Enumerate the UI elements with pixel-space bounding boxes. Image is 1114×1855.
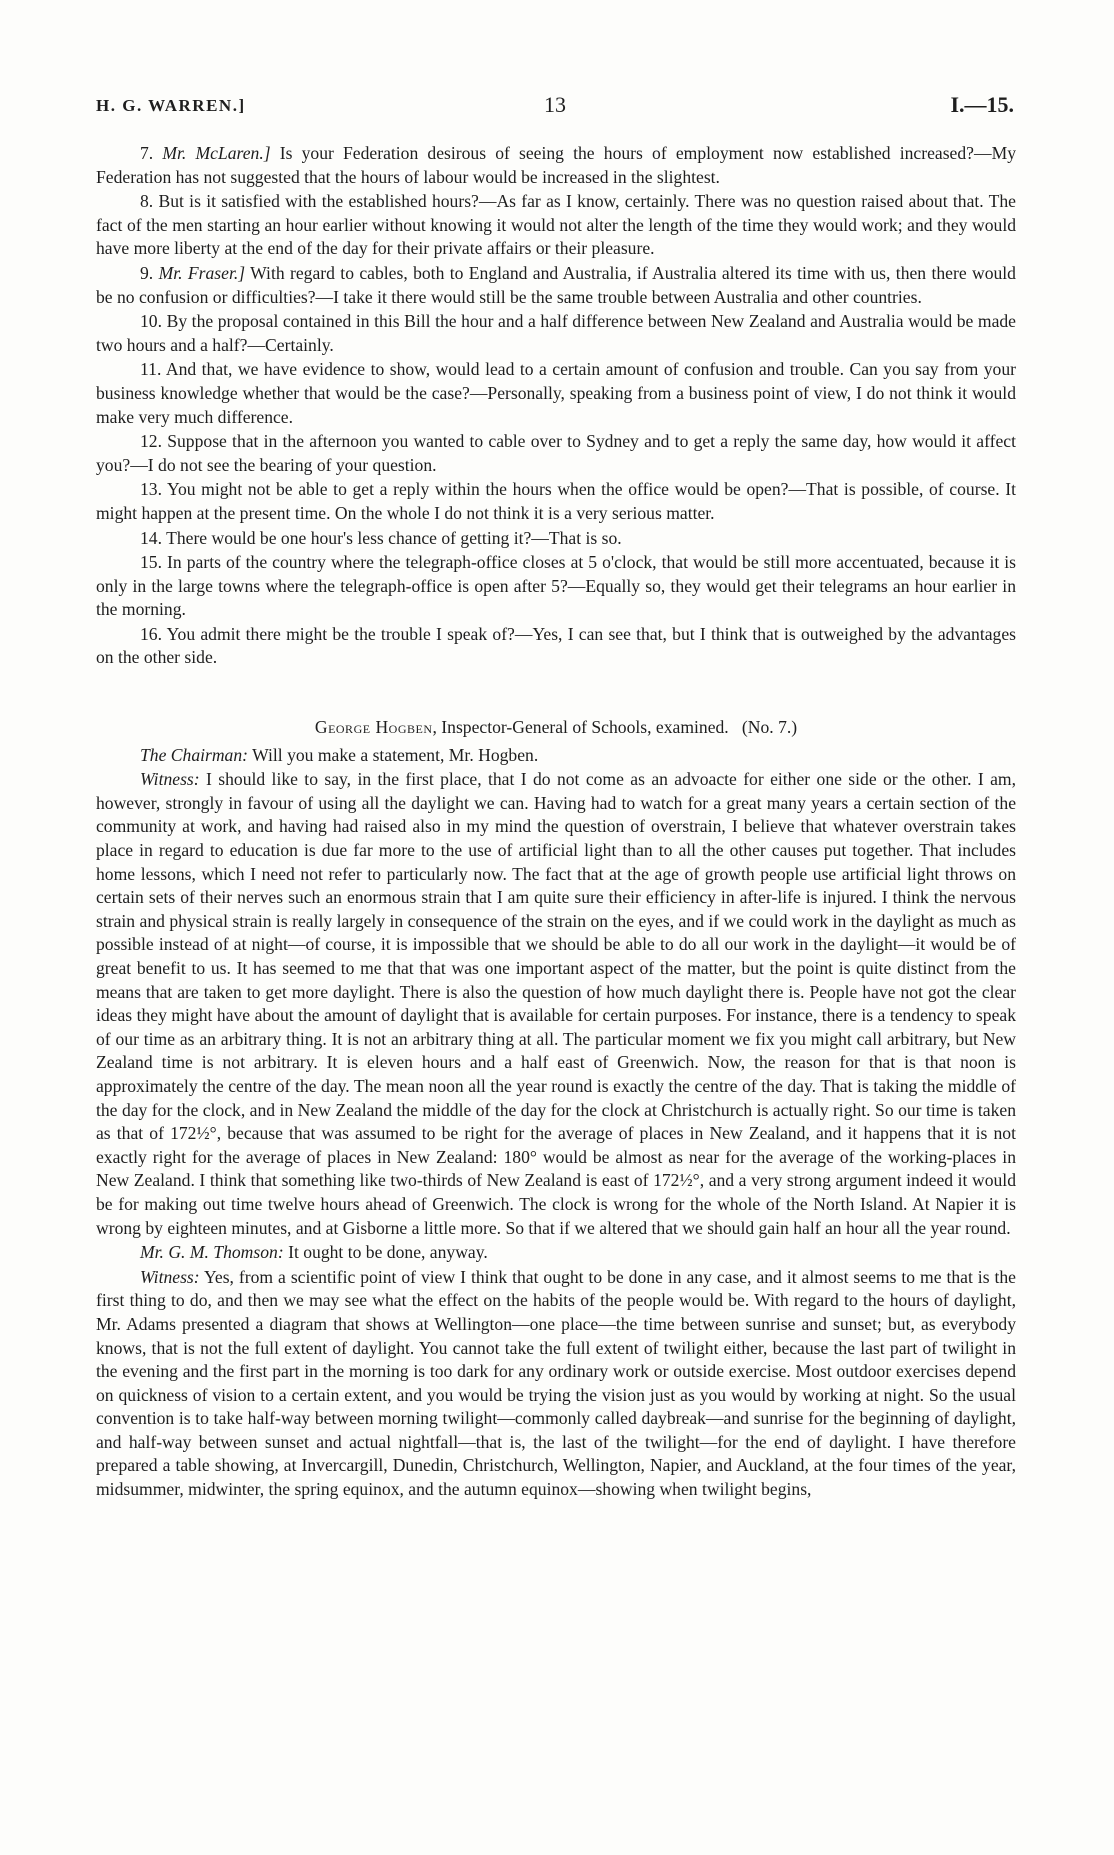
document-body (96, 142, 1016, 1503)
testimony-paragraph (96, 768, 1016, 1240)
question-text: There would be one hour's less chance of getting it?—That is so. (166, 527, 622, 548)
testimony-text: I should like to say, in the first place, that I do not come as an advoacte for either one side or the other. I am, however, strongly in favour of using all the daylight we can. Having had to watch for a great many years a certain section of the community at work, and having had raised also in my mind the question of overstrain, I believe that whatever overstrain takes place in regard to education is due far more to the use of artificial light than to all the other causes put together. That includes home lessons, which I need not refer to particularly now. The fact that at the age of growth people use artificial light throws on certain sets of their nerves such an enormous strain that I am quite sure their efficiency in after-life is injured. I think the nervous strain and physical strain is really largely in consequence of the strain on the eyes, and if we could work in the daylight as much as possible instead of at night—of course, it is impossible that we should be able to do all our work in the daylight—it would be of great benefit to us. It has seemed to me that that was one important aspect of the matter, but the point is quite distinct from the means that are taken to get more daylight. There is also the question of how much daylight there is. People have not got the clear ideas they might have about the amount of daylight that is available for certain purposes. For instance, there is a tendency to speak of our time as an arbitrary thing. It is not an arbitrary thing at all. The particular moment we fix you might call arbitrary, but New Zealand time is not arbitrary. It is eleven hours and a half east of Greenwich. Now, the reason for that is that noon is approximately the centre of the day. The mean noon all the year round is exactly the centre of the day. That is taking the middle of the day for the clock, and in New Zealand the middle of the day for the clock at Christchurch is actually right. So our time is taken as that of 172½°, because that was assumed to be right for the average of places in New Zealand, and it happens that it is not exactly right for the average of places in New Zealand: 180° would be almost as near for the average of the working-places in New Zealand. I think that something like two-thirds of New Zealand is east of 172½°, and a very strong argument indeed it would be for making out time twelve hours ahead of Greenwich. The clock is wrong for the whole of the North Island. At Napier it is wrong by eighteen minutes, and at Gisborne a little more. So that if we altered that we should gain half an hour all the year round. (96, 769, 1016, 1238)
question-paragraph (96, 142, 1016, 189)
testimony-paragraph (96, 744, 1016, 768)
question-number: 12. (140, 431, 162, 452)
question-number: 9. (140, 262, 154, 283)
question-text: You admit there might be the trouble I speak of?—Yes, I can see that, but I think that is outweighed by the advantages on the other side. (96, 623, 1017, 668)
testimony-paragraph (96, 1241, 1016, 1265)
question-number: 13. (140, 479, 162, 500)
question-number: 10. (140, 311, 162, 332)
question-paragraph (96, 623, 1016, 670)
question-number: 7. (140, 143, 154, 163)
question-text: But is it satisfied with the established hours?—As far as I know, certainly. There was no question raised about that. The fact of the men starting an hour earlier without knowing it would not alter the length of the time they would work; and they would have more liberty at the end of the day for their private affairs or their pleasure. (96, 191, 1016, 259)
speaker-name: Mr. Fraser.] (158, 262, 246, 283)
testimony-text: Will you make a statement, Mr. Hogben. (252, 744, 539, 765)
witness-title: , Inspector-General of Schools, examined. (432, 717, 729, 738)
witness-running-head: H. G. WARREN.] (96, 96, 246, 115)
testimony-paragraph (96, 1266, 1016, 1502)
speaker-name: Witness: (140, 1266, 200, 1287)
question-text: Is your Federation desirous of seeing the hours of employment now established increased?—My Federation has not suggested that the hours of labour would be increased in the slightest. (96, 143, 1017, 187)
question-paragraph (96, 262, 1016, 309)
question-paragraph (96, 430, 1016, 477)
question-paragraph (96, 478, 1016, 525)
witness-name: George Hogben (314, 717, 433, 738)
question-number: 11. (140, 359, 162, 380)
speaker-name: Witness: (140, 769, 200, 790)
speaker-name: The Chairman: (140, 744, 249, 765)
question-text: And that, we have evidence to show, would lead to a certain amount of confusion and trouble. Can you say from your business knowledge whether that would be the case?—Personally, speaking from a business point of view, I do not think it would make very much difference. (96, 359, 1016, 427)
speaker-name: Mr. McLaren.] (162, 143, 271, 163)
question-paragraph (96, 190, 1016, 261)
testimony-text: It ought to be done, anyway. (288, 1242, 488, 1263)
question-text: Suppose that in the afternoon you wanted to cable over to Sydney and to get a reply the same day, how would it affect you?—I do not see the bearing of your question. (96, 431, 1016, 475)
question-paragraph (96, 310, 1016, 357)
question-text: You might not be able to get a reply within the hours when the office would be open?—That is possible, of course. It might happen at the present time. On the whole I do not think it is a very serious matter. (96, 479, 1017, 523)
question-text: In parts of the country where the telegraph-office closes at 5 o'clock, that would be still more accentuated, because it is only in the large towns where the telegraph-office is open after 5?—Equally so, they would get their telegrams an hour earlier in the morning. (96, 552, 1016, 620)
question-text: With regard to cables, both to England and Australia, if Australia altered its time with us, then there would be no confusion or difficulties?—I take it there would still be the same trouble between Australia and other countries. (96, 262, 1016, 307)
page-header (96, 92, 1014, 122)
question-number: 16. (140, 623, 162, 644)
speaker-name: Mr. G. M. Thomson: (140, 1242, 284, 1263)
question-paragraph (96, 358, 1016, 429)
page-number: 13 (544, 92, 566, 117)
witness-number: (No. 7.) (741, 717, 798, 738)
question-paragraph (96, 527, 1016, 551)
question-number: 14. (140, 527, 162, 548)
question-number: 8. (140, 191, 154, 212)
testimony-text: Yes, from a scientific point of view I think that ought to be done in any case, and it almost seems to me that is the first thing to do, and then we may see what the effect on the habits of the people would be. With regard to the hours of daylight, Mr. Adams presented a diagram that shows at Wellington—one place—the time between sunrise and sunset; but, as everybody knows, that is not the full extent of daylight. You cannot take the full extent of twilight either, because the last part of twilight in the evening and the first part in the morning is too dark for any ordinary work or outside exercise. Most outdoor exercises depend on quickness of vision to a certain extent, and you would be trying the vision just as you would by working at night. So the usual convention is to take half-way between morning twilight—commonly called daybreak—and sunrise for the beginning of daylight, and half-way between sunset and actual nightfall—that is, the last of the twilight—for the end of daylight. I have therefore prepared a table showing, at Invercargill, Dunedin, Christchurch, Wellington, Napier, and Auckland, at the four times of the year, midsummer, midwinter, the spring equinox, and the autumn equinox—showing when twilight begins, (96, 1266, 1016, 1500)
document-reference: I.—15. (950, 92, 1014, 117)
question-text: By the proposal contained in this Bill the hour and a half difference between New Zealand and Australia would be made two hours and a half?—Certainly. (96, 311, 1016, 355)
witness-heading (96, 716, 1016, 740)
question-number: 15. (140, 552, 162, 573)
question-paragraph (96, 551, 1016, 622)
